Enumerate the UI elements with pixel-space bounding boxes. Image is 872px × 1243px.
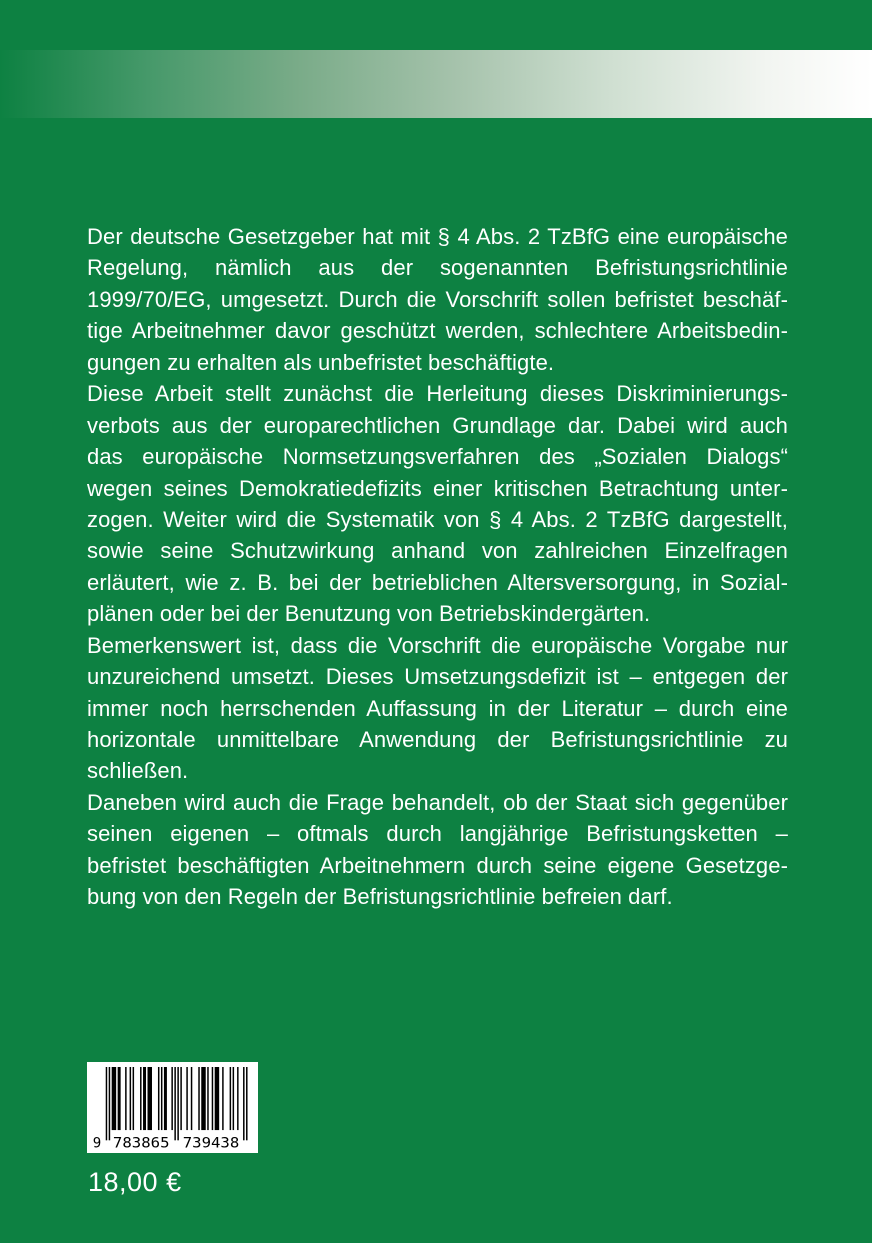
blurb-line: Diese Arbeit stellt zunächst die Herleitung dieses Diskriminierungs- [87, 381, 788, 407]
blurb-line: Daneben wird auch die Frage behandelt, ob der Staat sich gegenüber [87, 789, 788, 815]
barcode-bars [90, 1067, 255, 1149]
barcode-digits-right: 739438 [182, 1135, 240, 1149]
blurb-line: befristet beschäftigten Arbeitnehmern durch seine eigene Gesetzge- [87, 852, 788, 878]
blurb-line: zogen. Weiter wird die Systematik von § 4 Abs. 2 TzBfG dargestellt, [87, 506, 788, 532]
blurb-text [87, 221, 788, 913]
blurb-line: 1999/70/EG, umgesetzt. Durch die Vorschrift sollen befristet beschäf- [87, 286, 788, 312]
blurb-line: tige Arbeitnehmer davor geschützt werden, schlechtere Arbeitsbedin- [87, 318, 788, 344]
blurb-line: das europäische Normsetzungsverfahren des „Sozialen Dialogs“ [87, 444, 788, 470]
blurb-line: horizontale unmittelbare Anwendung der Befristungsrichtlinie zu [87, 727, 788, 752]
barcode-digits-left: 783865 [112, 1135, 170, 1149]
blurb-line: unzureichend umsetzt. Dieses Umsetzungsdefizit ist – entgegen der [87, 664, 788, 690]
blurb-line: verbots aus der europarechtlichen Grundlage dar. Dabei wird auch [87, 412, 788, 438]
price-label: 18,00 € [88, 1167, 182, 1197]
blurb-line: schließen. [87, 758, 189, 784]
blurb-line: Bemerkenswert ist, dass die Vorschrift die europäische Vorgabe nur [87, 632, 788, 658]
blurb-line: gungen zu erhalten als unbefristet beschäftigte. [87, 349, 555, 375]
blurb-line: wegen seines Demokratiedefizits einer kritischen Betrachtung unter- [87, 475, 788, 501]
blurb-line: sowie seine Schutzwirkung anhand von zahlreichen Einzelfragen [87, 538, 788, 564]
blurb-line: plänen oder bei der Benutzung von Betriebskindergärten. [87, 601, 651, 627]
barcode [87, 1062, 258, 1153]
blurb-line: Regelung, nämlich aus der sogenannten Befristungsrichtlinie [87, 255, 788, 281]
blurb-line: bung von den Regeln der Befristungsrichtlinie befreien darf. [87, 884, 673, 910]
blurb-line: immer noch herrschenden Auffassung in der Literatur – durch eine [87, 695, 788, 721]
blurb-line: Der deutsche Gesetzgeber hat mit § 4 Abs. 2 TzBfG eine europäische [87, 224, 788, 249]
blurb-line: seinen eigenen – oftmals durch langjährige Befristungsketten – [87, 821, 788, 847]
barcode-digit-first: 9 [92, 1135, 102, 1149]
top-gradient-band [0, 50, 872, 118]
blurb-line: erläutert, wie z. B. bei der betrieblichen Altersversorgung, in Sozial- [87, 569, 788, 595]
